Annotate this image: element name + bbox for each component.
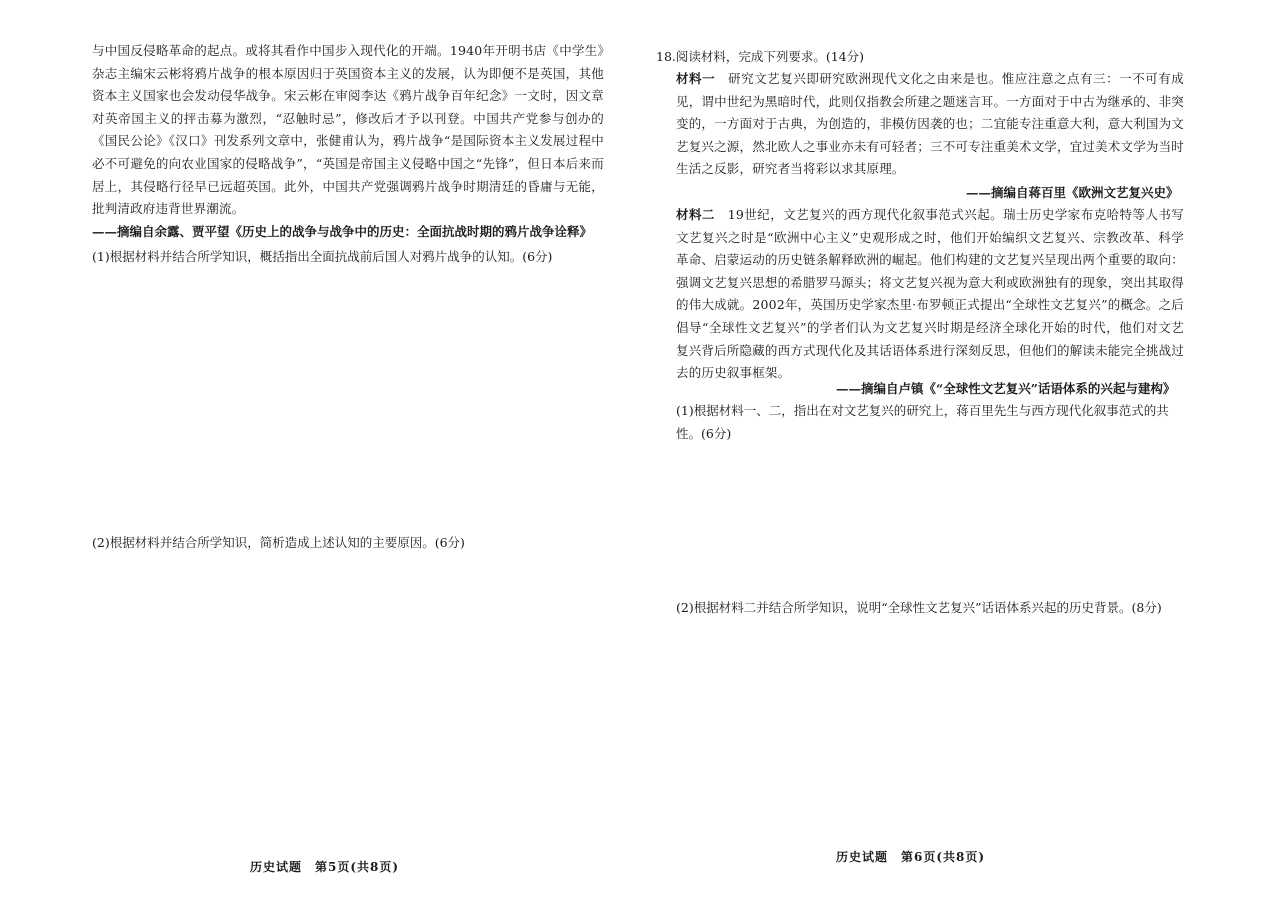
right-question-2: (2)根据材料二并结合所学知识，说明“全球性文艺复兴”话语体系兴起的历史背景。(8分) [676, 600, 1162, 615]
right-question-1: (1)根据材料一、二，指出在对文艺复兴的研究上，蒋百里先生与西方现代化叙事范式的共性。(6分) [676, 403, 1169, 441]
left-question-1: (1)根据材料并结合所学知识，概括指出全面抗战前后国人对鸦片战争的认知。(6分) [92, 249, 553, 264]
material-2-label: 材料二 [676, 207, 715, 222]
material-1 [676, 68, 1184, 181]
left-passage-source: ——摘编自余露、贾平望《历史上的战争与战争中的历史：全面抗战时期的鸦片战争诠释》 [92, 224, 593, 239]
left-page-footer: 历史试题 第5页(共8页) [250, 860, 400, 874]
material-1-label: 材料一 [676, 71, 716, 86]
question-18-header: 18.阅读材料，完成下列要求。(14分) [656, 49, 865, 64]
left-passage: 与中国反侵略革命的起点。或将其看作中国步入现代化的开端。1940年开明书店《中学生》杂志主编宋云彬将鸦片战争的根本原因归于英国资本主义的发展，认为即便不是英国，其他资本主义国家也会发动侵华战争。宋云彬在审阅李达《鸦片战争百年纪念》一文时，因文章对英帝国主义的抨击募为激烈，“忍触时忌”，修改后才予以刊登。中国共产党参与创办的《国民公论》《汉口》刊发系列文章中，张健甫认为，鸦片战争“是国际资本主义发展过程中必不可避免的向农业国家的侵略战争”，“英国是帝国主义侵略中国之“先锋”，但日本后来而居上，其侵略行径早已远超英国。此外，中国共产党强调鸦片战争时期清廷的昏庸与无能，批判清政府违背世界潮流。 [92, 43, 604, 217]
left-question-2: (2)根据材料并结合所学知识，简析造成上述认知的主要原因。(6分) [92, 535, 465, 550]
material-1-source: ——摘编自蒋百里《欧洲文艺复兴史》 [966, 185, 1179, 200]
material-1-text: 研究文艺复兴即研究欧洲现代文化之由来是也。惟应注意之点有三：一不可有成见，谓中世纪为黑暗时代，此则仅指教会所建之题迷言耳。一方面对于中古为继承的、非突变的，一方面对于古典，为创造的，非模仿因袭的也；二宜能专注重意大利，意大利国为文艺复兴之源，然北欧人之事业亦未有可轻者；三不可专注重美术文学，宜过美术文学为当时生活之反影，研究者当将彩以求其原理。 [676, 71, 1185, 177]
material-2-text: 19世纪，文艺复兴的西方现代化叙事范式兴起。瑞士历史学家布克哈特等人书写文艺复兴之时是“欧洲中心主义”史观形成之时，他们开始编织文艺复兴、宗教改革、科学革命、启蒙运动的历史链条解释欧洲的崛起。他们构建的文艺复兴呈现出两个重要的取向：强调文艺复兴思想的希腊罗马源头；将文艺复兴视为意大利或欧洲独有的现象，突出其取得的伟大成就。2002年，英国历史学家杰里·布罗顿正式提出“全球性文艺复兴”的概念。之后倡导“全球性文艺复兴”的学者们认为文艺复兴时期是经济全球化开始的时代，他们对文艺复兴背后所隐藏的西方式现代化及其话语体系进行深刻反思，但他们的解读未能完全挑战过去的历史叙事框架。 [676, 207, 1185, 381]
material-2-source: ——摘编自卢镇《“全球性文艺复兴”话语体系的兴起与建构》 [836, 381, 1176, 396]
right-page [636, 0, 1272, 900]
material-2 [676, 204, 1184, 385]
right-page-footer: 历史试题 第6页(共8页) [836, 850, 986, 864]
